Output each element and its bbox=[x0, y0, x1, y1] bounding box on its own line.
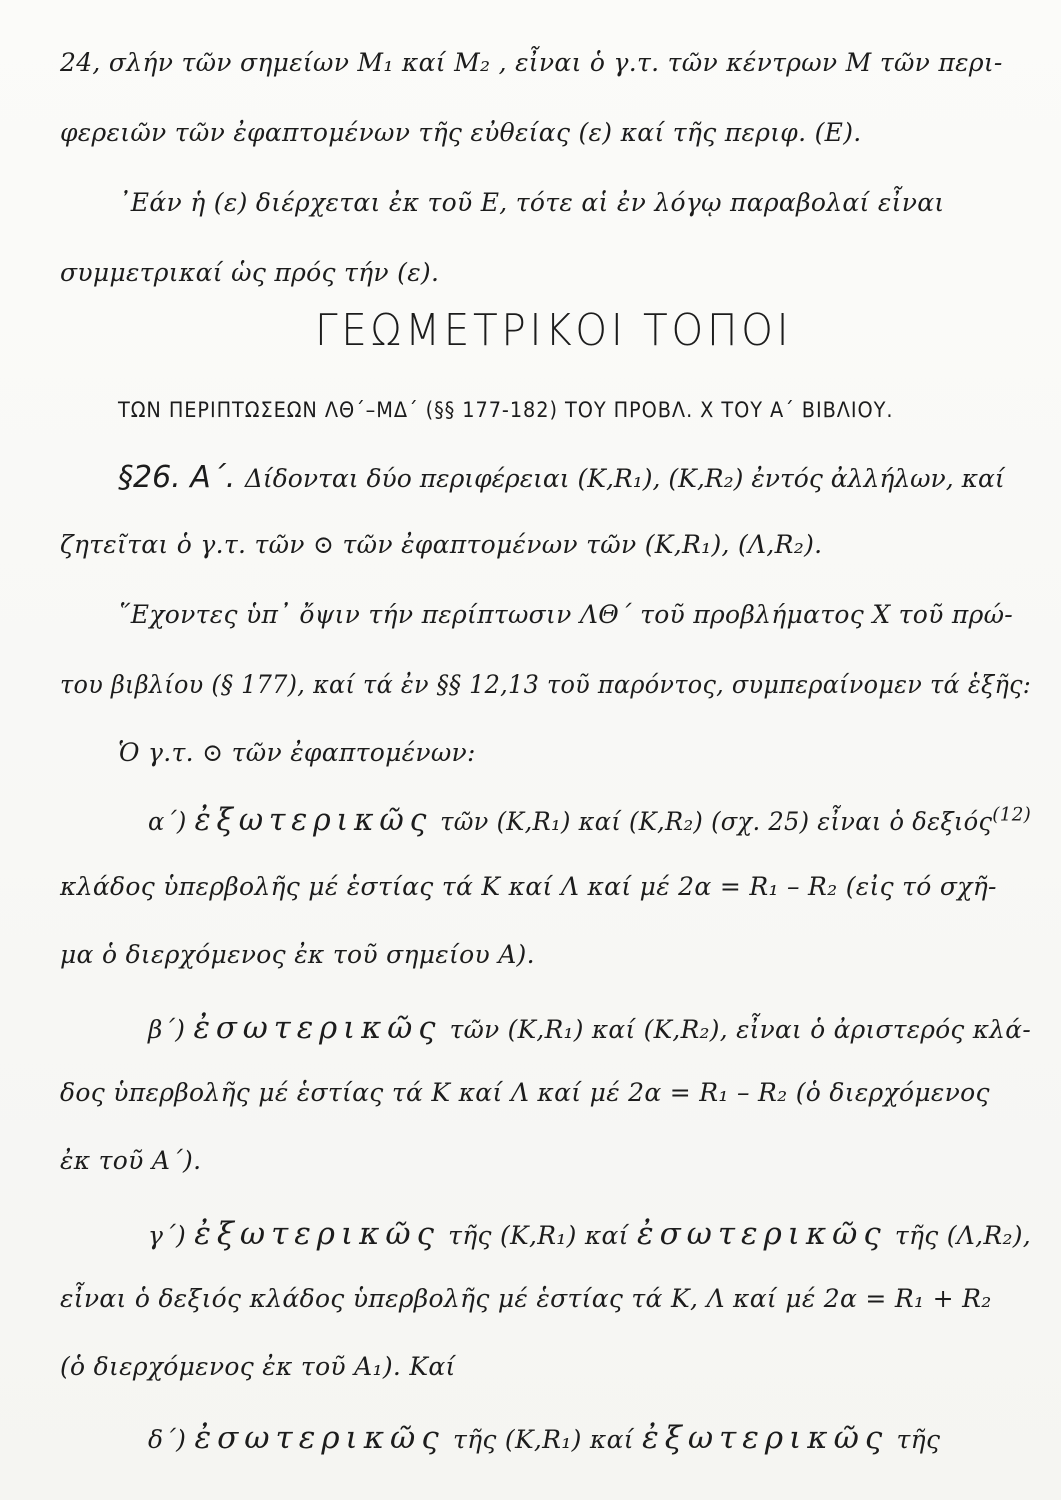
item-b-text: τῶν (Κ,R₁) καί (Κ,R₂), εἶναι ὁ ἀριστερός κλά- bbox=[449, 1015, 1031, 1044]
text-line-15: ἐκ τοῦ Α΄). bbox=[60, 1146, 202, 1175]
item-c-label: γ΄) bbox=[148, 1221, 187, 1250]
text-line-1: 24, σλήν τῶν σημείων Μ₁ καί Μ₂ , εἶναι ὁ γ.τ. τῶν κέντρων Μ τῶν περι- bbox=[60, 48, 1003, 77]
text-line-11: κλάδος ὑπερβολῆς μέ ἑστίας τά Κ καί Λ καί μέ 2α = R₁ – R₂ (εἰς τό σχῆ- bbox=[60, 872, 997, 901]
item-d-keyword-1: ἐσωτερικῶς bbox=[194, 1420, 445, 1456]
text-line-2: φερειῶν τῶν ἐφαπτομένων τῆς εὐθείας (ε) καί τῆς περιφ. (Ε). bbox=[60, 118, 862, 147]
item-a-line bbox=[148, 802, 1031, 838]
footnote-ref: (12) bbox=[992, 803, 1032, 826]
item-c-line bbox=[148, 1216, 1031, 1252]
item-d-label: δ΄) bbox=[148, 1425, 187, 1454]
item-d-keyword-2: ἐξωτερικῶς bbox=[642, 1420, 889, 1456]
page-title: ΓΕΩΜΕΤΡΙΚΟΙ ΤΟΠΟΙ bbox=[315, 305, 793, 356]
item-c-text-1: τῆς (Κ,R₁) καί bbox=[448, 1221, 629, 1250]
item-b-label: β΄) bbox=[148, 1015, 186, 1044]
item-a-text: τῶν (Κ,R₁) καί (Κ,R₂) (σχ. 25) εἶναι ὁ δεξιός bbox=[440, 807, 993, 836]
item-c-keyword-2: ἐσωτερικῶς bbox=[636, 1216, 887, 1252]
item-a-label: α΄) bbox=[148, 807, 187, 836]
item-d-line bbox=[148, 1420, 940, 1456]
text-line-4: συμμετρικαί ὡς πρός τήν (ε). bbox=[60, 258, 440, 287]
item-b-line bbox=[148, 1010, 1031, 1046]
section-text: Δίδονται δύο περιφέρειαι (Κ,R₁), (Κ,R₂) ἐντός ἀλλήλων, καί bbox=[244, 464, 1005, 493]
item-b-keyword: ἐσωτερικῶς bbox=[193, 1010, 442, 1046]
page-subtitle: ΤΩΝ ΠΕΡΙΠΤΩΣΕΩΝ ΛΘ΄–ΜΔ΄ (§§ 177-182) ΤΟΥ ΠΡΟΒΛ. Χ ΤΟΥ Α΄ ΒΙΒΛΙΟΥ. bbox=[118, 398, 894, 422]
item-c-keyword-1: ἐξωτερικῶς bbox=[194, 1216, 440, 1252]
text-line-3: ᾿Εάν ἡ (ε) διέρχεται ἐκ τοῦ Ε, τότε αἱ ἐν λόγῳ παραβολαί εἶναι bbox=[118, 188, 945, 217]
text-line-14: δος ὑπερβολῆς μέ ἑστίας τά Κ καί Λ καί μέ 2α = R₁ – R₂ (ὁ διερχόμενος bbox=[60, 1078, 990, 1107]
item-a-keyword: ἐξωτερικῶς bbox=[194, 802, 433, 838]
item-d-text-1: τῆς (Κ,R₁) καί bbox=[452, 1425, 634, 1454]
text-line-9: Ὁ γ.τ. ⊙ τῶν ἐφαπτομένων: bbox=[118, 738, 476, 767]
text-line-12: μα ὁ διερχόμενος ἐκ τοῦ σημείου Α). bbox=[60, 940, 535, 969]
item-c-text-2: τῆς (Λ,R₂), bbox=[894, 1221, 1032, 1250]
item-d-text-2: τῆς bbox=[896, 1425, 941, 1454]
text-line-18: (ὁ διερχόμενος ἐκ τοῦ Α₁). Καί bbox=[60, 1352, 456, 1381]
text-line-8: του βιβλίου (§ 177), καί τά ἐν §§ 12,13 τοῦ παρόντος, συμπεραίνομεν τά ἑξῆς: bbox=[60, 670, 1032, 699]
text-line-7: ῞Εχοντες ὑπ᾿ ὄψιν τήν περίπτωσιν ΛΘ΄ τοῦ προβλήματος Χ τοῦ πρώ- bbox=[118, 600, 1014, 629]
text-line-17: εἶναι ὁ δεξιός κλάδος ὑπερβολῆς μέ ἑστίας τά Κ, Λ καί μέ 2α = R₁ + R₂ bbox=[60, 1284, 992, 1313]
section-26-line bbox=[118, 460, 1005, 495]
text-line-6: ζητεῖται ὁ γ.τ. τῶν ⊙ τῶν ἐφαπτομένων τῶν (Κ,R₁), (Λ,R₂). bbox=[60, 530, 823, 559]
section-label: §26. Α΄. bbox=[118, 460, 236, 495]
